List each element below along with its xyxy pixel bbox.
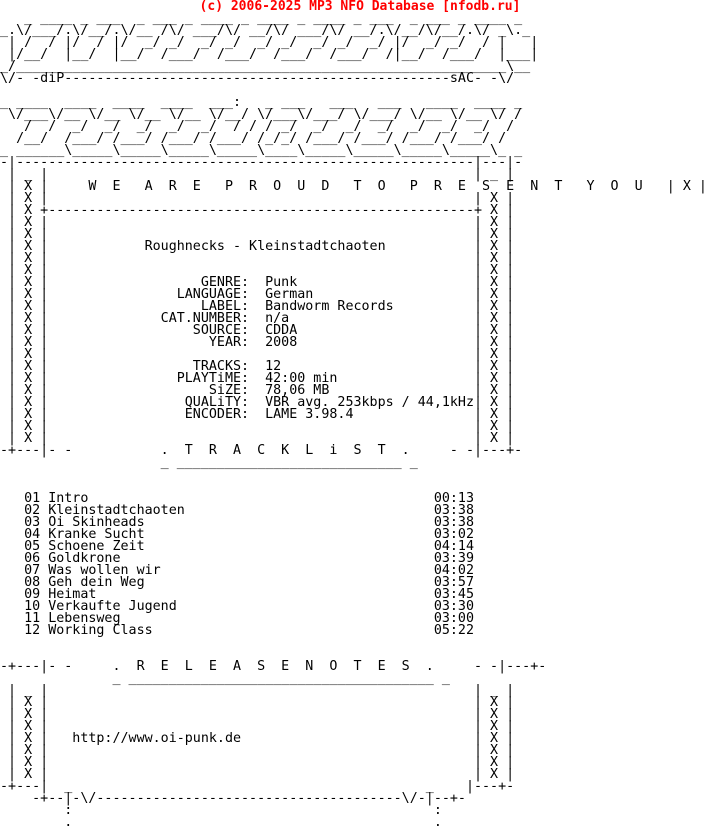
nfo-line: 10 Verkaufte Jugend 03:30	[0, 599, 474, 614]
nfo-line: | _ | | _ |	[0, 167, 515, 182]
nfo-line: | X | | X |	[0, 743, 515, 758]
nfo-line: | X | | X |	[0, 251, 515, 266]
nfo-line: : :	[0, 803, 442, 818]
nfo-line: -+--|-\/--------------------------------------\/-|--+-	[0, 791, 466, 806]
nfo-line: _ ____ _ ___ _ ___ _ ____ _ ____ _ ____ _ ___ _ ___ _ ____ _	[0, 11, 523, 26]
nfo-line: | / / |/ / |/ _/ _/ _/ _/ _/ _/ _/ _/ _/ |/ _/ _/ / | |	[0, 35, 539, 50]
nfo-line: | X | Roughnecks - Kleinstadtchaoten | X |	[0, 239, 515, 254]
nfo-line: _.\/___/.\/__/.\/__ /\/ ___/\/ __/\/ ___/\/ __/.\/__/\/__/.\/ _\._	[0, 23, 531, 38]
nfo-line: | _ | | _ |	[0, 683, 515, 698]
nfo-line: | X | SiZE: 78,06 MB | X |	[0, 383, 515, 398]
nfo-line: | X +-----------------------------------------------------+ X |	[0, 203, 515, 218]
nfo-line: | X | | X |	[0, 431, 515, 446]
nfo-line: | X | PLAYTiME: 42:00 min | X |	[0, 371, 515, 386]
nfo-line: | X | ENCODER: LAME 3.98.4 | X |	[0, 407, 515, 422]
nfo-line: 04 Kranke Sucht 03:02	[0, 527, 474, 542]
nfo-line: | X | | X |	[0, 695, 515, 710]
nfo-line: | X | LABEL: Bandworm Records | X |	[0, 299, 515, 314]
nfo-line: / / _/ _/ _/ _/ _/ / / / _/ _/ _/ _/ _/ _/ _/ /	[0, 119, 515, 134]
nfo-line: 03 Oi Skinheads 03:38	[0, 515, 474, 530]
nfo-line: | X | YEAR: 2008 | X |	[0, 335, 515, 350]
nfo-line: | X | | X |	[0, 419, 515, 434]
nfo-line: 08 Geh dein Weg 03:57	[0, 575, 474, 590]
nfo-line: | X | QUALiTY: VBR avg. 253kbps / 44,1kHz| X |	[0, 395, 515, 410]
nfo-line: | X | | X |	[0, 755, 515, 770]
nfo-line: 05 Schoene Zeit 04:14	[0, 539, 474, 554]
nfo-line: . .	[0, 815, 442, 830]
nfo-line: 12 Working Class 05:22	[0, 623, 474, 638]
nfo-line: 09 Heimat 03:45	[0, 587, 474, 602]
nfo-line: _ ______________________________________ _	[0, 671, 450, 686]
nfo-line: | X | | X |	[0, 767, 515, 782]
nfo-line: 01 Intro 00:13	[0, 491, 474, 506]
nfo-line: -+---| _ _ |---+-	[0, 779, 515, 794]
nfo-line: | X | | X |	[0, 347, 515, 362]
nfo-line: | X | | X |	[0, 707, 515, 722]
nfo-ascii-art	[0, 13, 707, 829]
nfo-line: 07 Was wollen wir 04:02	[0, 563, 474, 578]
nfo-line: | X | | X |	[0, 191, 515, 206]
nfo-line: -+---|- - . R E L E A S E N O T E S . - -|---+-	[0, 659, 547, 674]
nfo-line: |/__/ |__/ |__/ /___/ /___/ /___/ /___/ /|__/ /___/ |___|	[0, 47, 539, 62]
nfo-line: 06 Goldkrone 03:39	[0, 551, 474, 566]
nfo-line: 11 Lebensweg 03:00	[0, 611, 474, 626]
nfo-line: \/___\/__ \/__ \/__ \/__ \/__/ \/___\/___/ \/___/ \/__ \/__ \/ /	[0, 107, 523, 122]
nfo-line: | X | | X |	[0, 215, 515, 230]
nfo-line: \/- -diP------------------------------------------------sAC- -\/	[0, 71, 515, 86]
nfo-line: 02 Kleinstadtchaoten 03:38	[0, 503, 474, 518]
nfo-line: | X | SOURCE: CDDA | X |	[0, 323, 515, 338]
nfo-line: | X | | X |	[0, 263, 515, 278]
nfo-line: | X | TRACKS: 12 | X |	[0, 359, 515, 374]
nfo-line: /__/ /___/ /___/ /___/ /___/ /_/_/ /___/ /___/ /___/ /___/ /	[0, 131, 507, 146]
nfo-line: | X | GENRE: Punk | X |	[0, 275, 515, 290]
nfo-line: _/_____________________________________________________________\__	[0, 59, 531, 74]
nfo-line: | X | W E A R E P R O U D T O P R E S E N T Y O U | X |	[0, 179, 707, 194]
nfo-line: | X | LANGUAGE: German | X |	[0, 287, 515, 302]
nfo-line: -|---------------------------------------------------------|---|-	[0, 155, 523, 170]
nfo-line: | X | | X |	[0, 719, 515, 734]
nfo-line: | X | | X |	[0, 227, 515, 242]
nfo-line: _ ____ ____ ____ ____ ___: _ ___ ___ ___ ____ ____ _	[0, 95, 523, 110]
site-header-banner: (c) 2006-2025 MP3 NFO Database [nfodb.ru]	[199, 0, 521, 14]
nfo-line: _ ____________________________ _	[0, 455, 418, 470]
nfo-line: _ ______\_____\_____\_____\_____\____\_____\_____\_____\_____\_ _	[0, 143, 523, 158]
nfo-line: -+---|- - . T R A C K L i S T . - -|---+-	[0, 443, 523, 458]
nfo-line: | X | http://www.oi-punk.de | X |	[0, 731, 515, 746]
nfo-line: | X | CAT.NUMBER: n/a | X |	[0, 311, 515, 326]
